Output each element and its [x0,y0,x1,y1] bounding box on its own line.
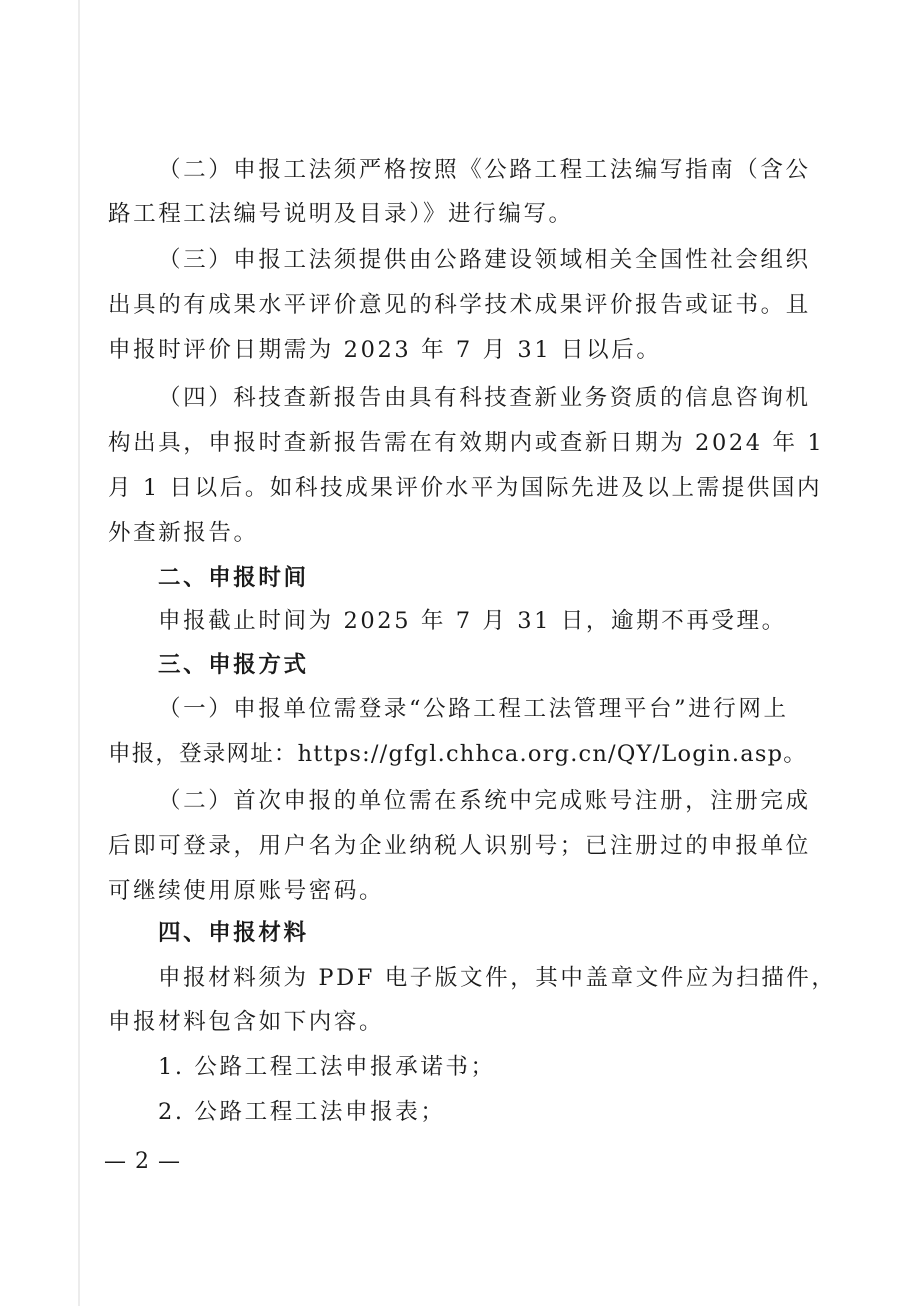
paragraph-line: 申报截止时间为 2025 年 7 月 31 日，逾期不再受理。 [158,608,787,634]
paragraph-line: 申报材料须为 PDF 电子版文件，其中盖章文件应为扫描件， [158,965,837,991]
paragraph-line: 申报材料包含如下内容。 [108,1009,385,1035]
paragraph-line: 路工程工法编号说明及目录）》进行编写。 [108,201,574,227]
list-item: 1. 公路工程工法申报承诺书； [158,1054,496,1080]
paragraph-line: （二）申报工法须严格按照《公路工程工法编写指南（含公 [158,157,811,183]
section-heading: 三、申报方式 [158,652,309,678]
paragraph-line: 外查新报告。 [108,520,259,546]
paragraph-line: 出具的有成果水平评价意见的科学技术成果评价报告或证书。且 [108,292,811,318]
paragraph-line: （四）科技查新报告由具有科技查新业务资质的信息咨询机 [158,385,811,411]
paragraph-line: 可继续使用原账号密码。 [108,878,385,904]
list-item: 2. 公路工程工法申报表； [158,1099,446,1125]
page-number: — 2 — [104,1149,181,1174]
section-heading: 二、申报时间 [158,565,309,591]
section-heading: 四、申报材料 [158,920,309,946]
paragraph-line: 构出具，申报时查新报告需在有效期内或查新日期为 2024 年 1 [108,430,825,456]
paragraph-line: 申报时评价日期需为 2023 年 7 月 31 日以后。 [108,337,662,363]
paragraph-line: （三）申报工法须提供由公路建设领域相关全国性社会组织 [158,247,811,273]
scan-edge [78,0,80,1306]
paragraph-line: （二）首次申报的单位需在系统中完成账号注册，注册完成 [158,788,811,814]
paragraph-line: 月 1 日以后。如科技成果评价水平为国际先进及以上需提供国内 [108,475,823,501]
paragraph-line: （一）申报单位需登录“公路工程工法管理平台”进行网上 [158,696,789,722]
paragraph-line: 申报，登录网址：https://gfgl.chhca.org.cn/QY/Login.asp。 [108,741,807,767]
paragraph-line: 后即可登录，用户名为企业纳税人识别号；已注册过的申报单位 [108,833,811,859]
